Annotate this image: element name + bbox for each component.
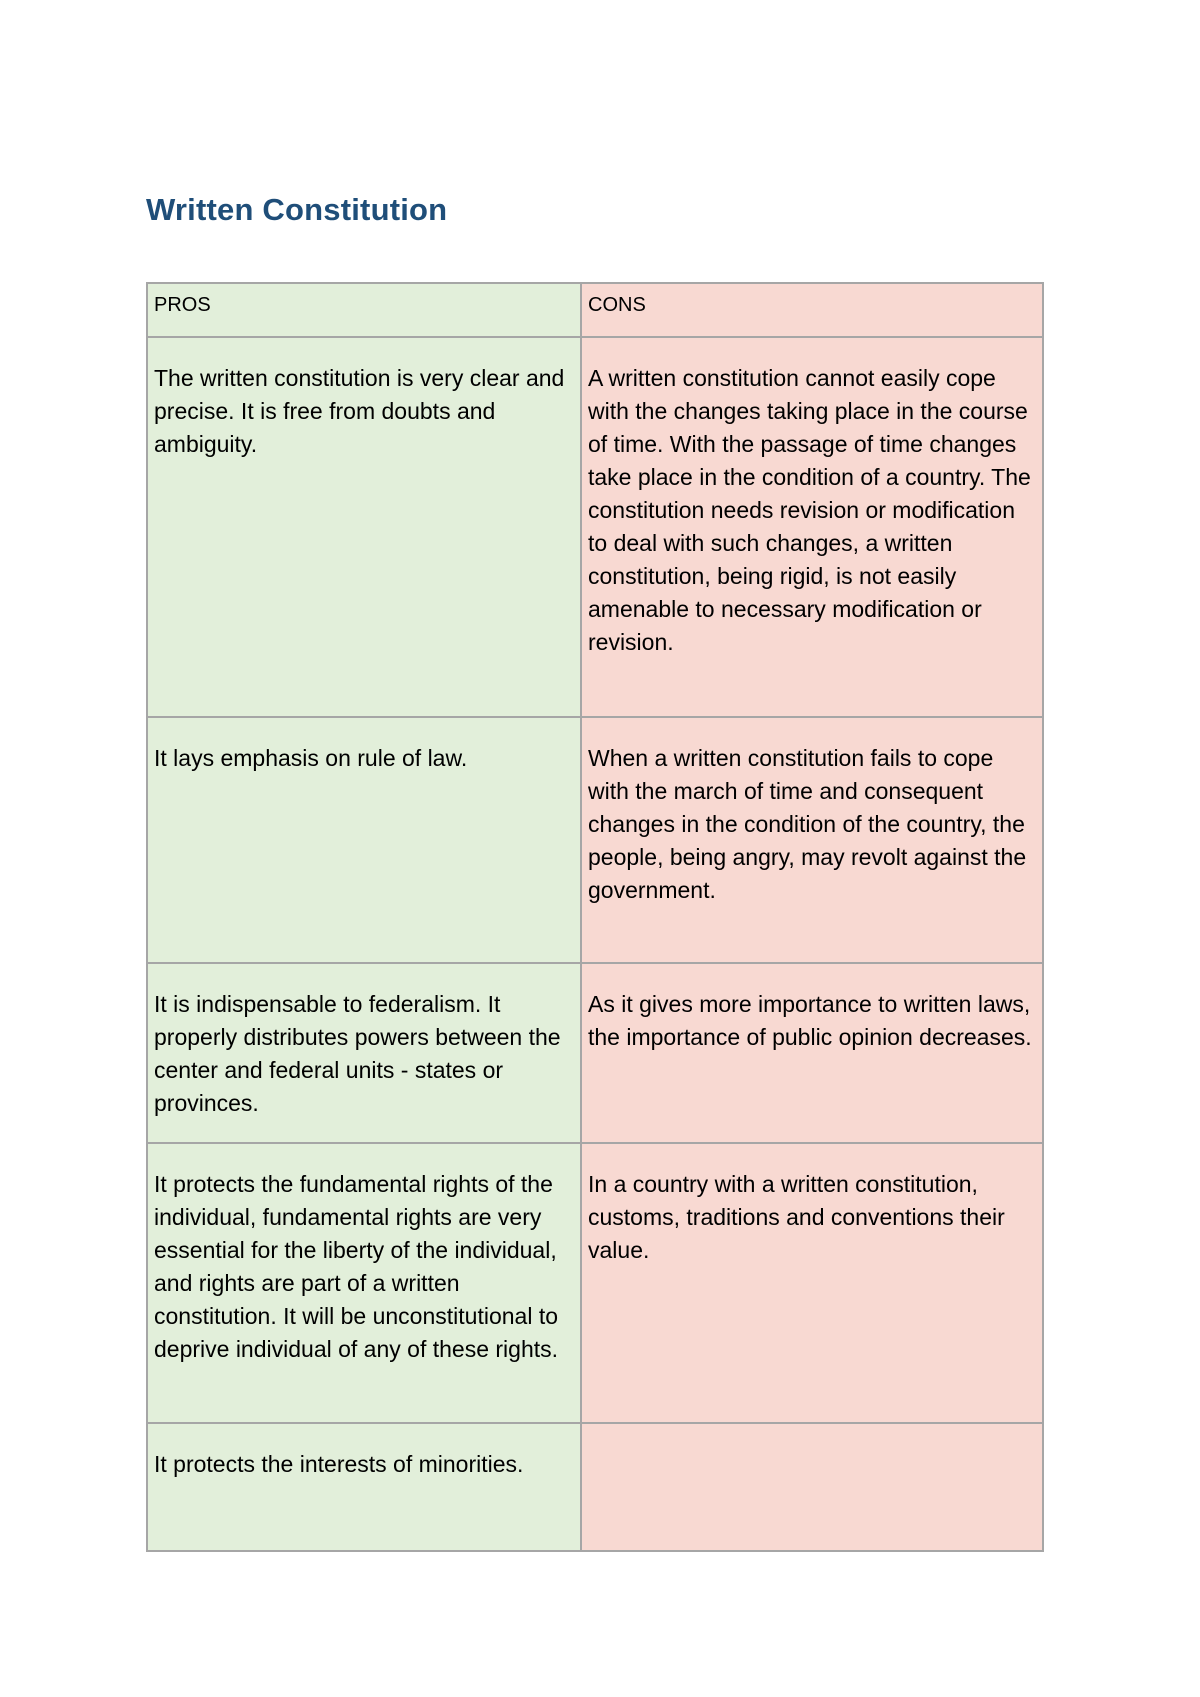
pros-cell: The written constitution is very clear and precise. It is free from doubts and ambiguity. bbox=[147, 337, 581, 717]
pros-cell: It lays emphasis on rule of law. bbox=[147, 717, 581, 963]
table-row bbox=[147, 1143, 1043, 1423]
cons-cell: As it gives more importance to written laws, the importance of public opinion decreases. bbox=[581, 963, 1043, 1143]
cons-cell: When a written constitution fails to cope with the march of time and consequent changes in the condition of the country, the people, being angry, may revolt against the government. bbox=[581, 717, 1043, 963]
cons-cell-empty bbox=[581, 1423, 1043, 1551]
pros-cell: It is indispensable to federalism. It properly distributes powers between the center and federal units - states or provinces. bbox=[147, 963, 581, 1143]
pros-header: PROS bbox=[147, 283, 581, 337]
table-row bbox=[147, 1423, 1043, 1551]
page-title: Written Constitution bbox=[146, 192, 448, 227]
cons-header: CONS bbox=[581, 283, 1043, 337]
cons-cell: A written constitution cannot easily cope with the changes taking place in the course of time. With the passage of time changes take place in the condition of a country. The constitution needs revision or modification to deal with such changes, a written constitution, being rigid, is not easily amenable to necessary modification or revision. bbox=[581, 337, 1043, 717]
pros-cons-table bbox=[146, 282, 1044, 1552]
table-row bbox=[147, 337, 1043, 717]
pros-cell: It protects the interests of minorities. bbox=[147, 1423, 581, 1551]
cons-cell: In a country with a written constitution, customs, traditions and conventions their value. bbox=[581, 1143, 1043, 1423]
table-header-row bbox=[147, 283, 1043, 337]
table-row bbox=[147, 963, 1043, 1143]
pros-cell: It protects the fundamental rights of the individual, fundamental rights are very essential for the liberty of the individual, and rights are part of a written constitution. It will be unconstitutional to deprive individual of any of these rights. bbox=[147, 1143, 581, 1423]
table-row bbox=[147, 717, 1043, 963]
